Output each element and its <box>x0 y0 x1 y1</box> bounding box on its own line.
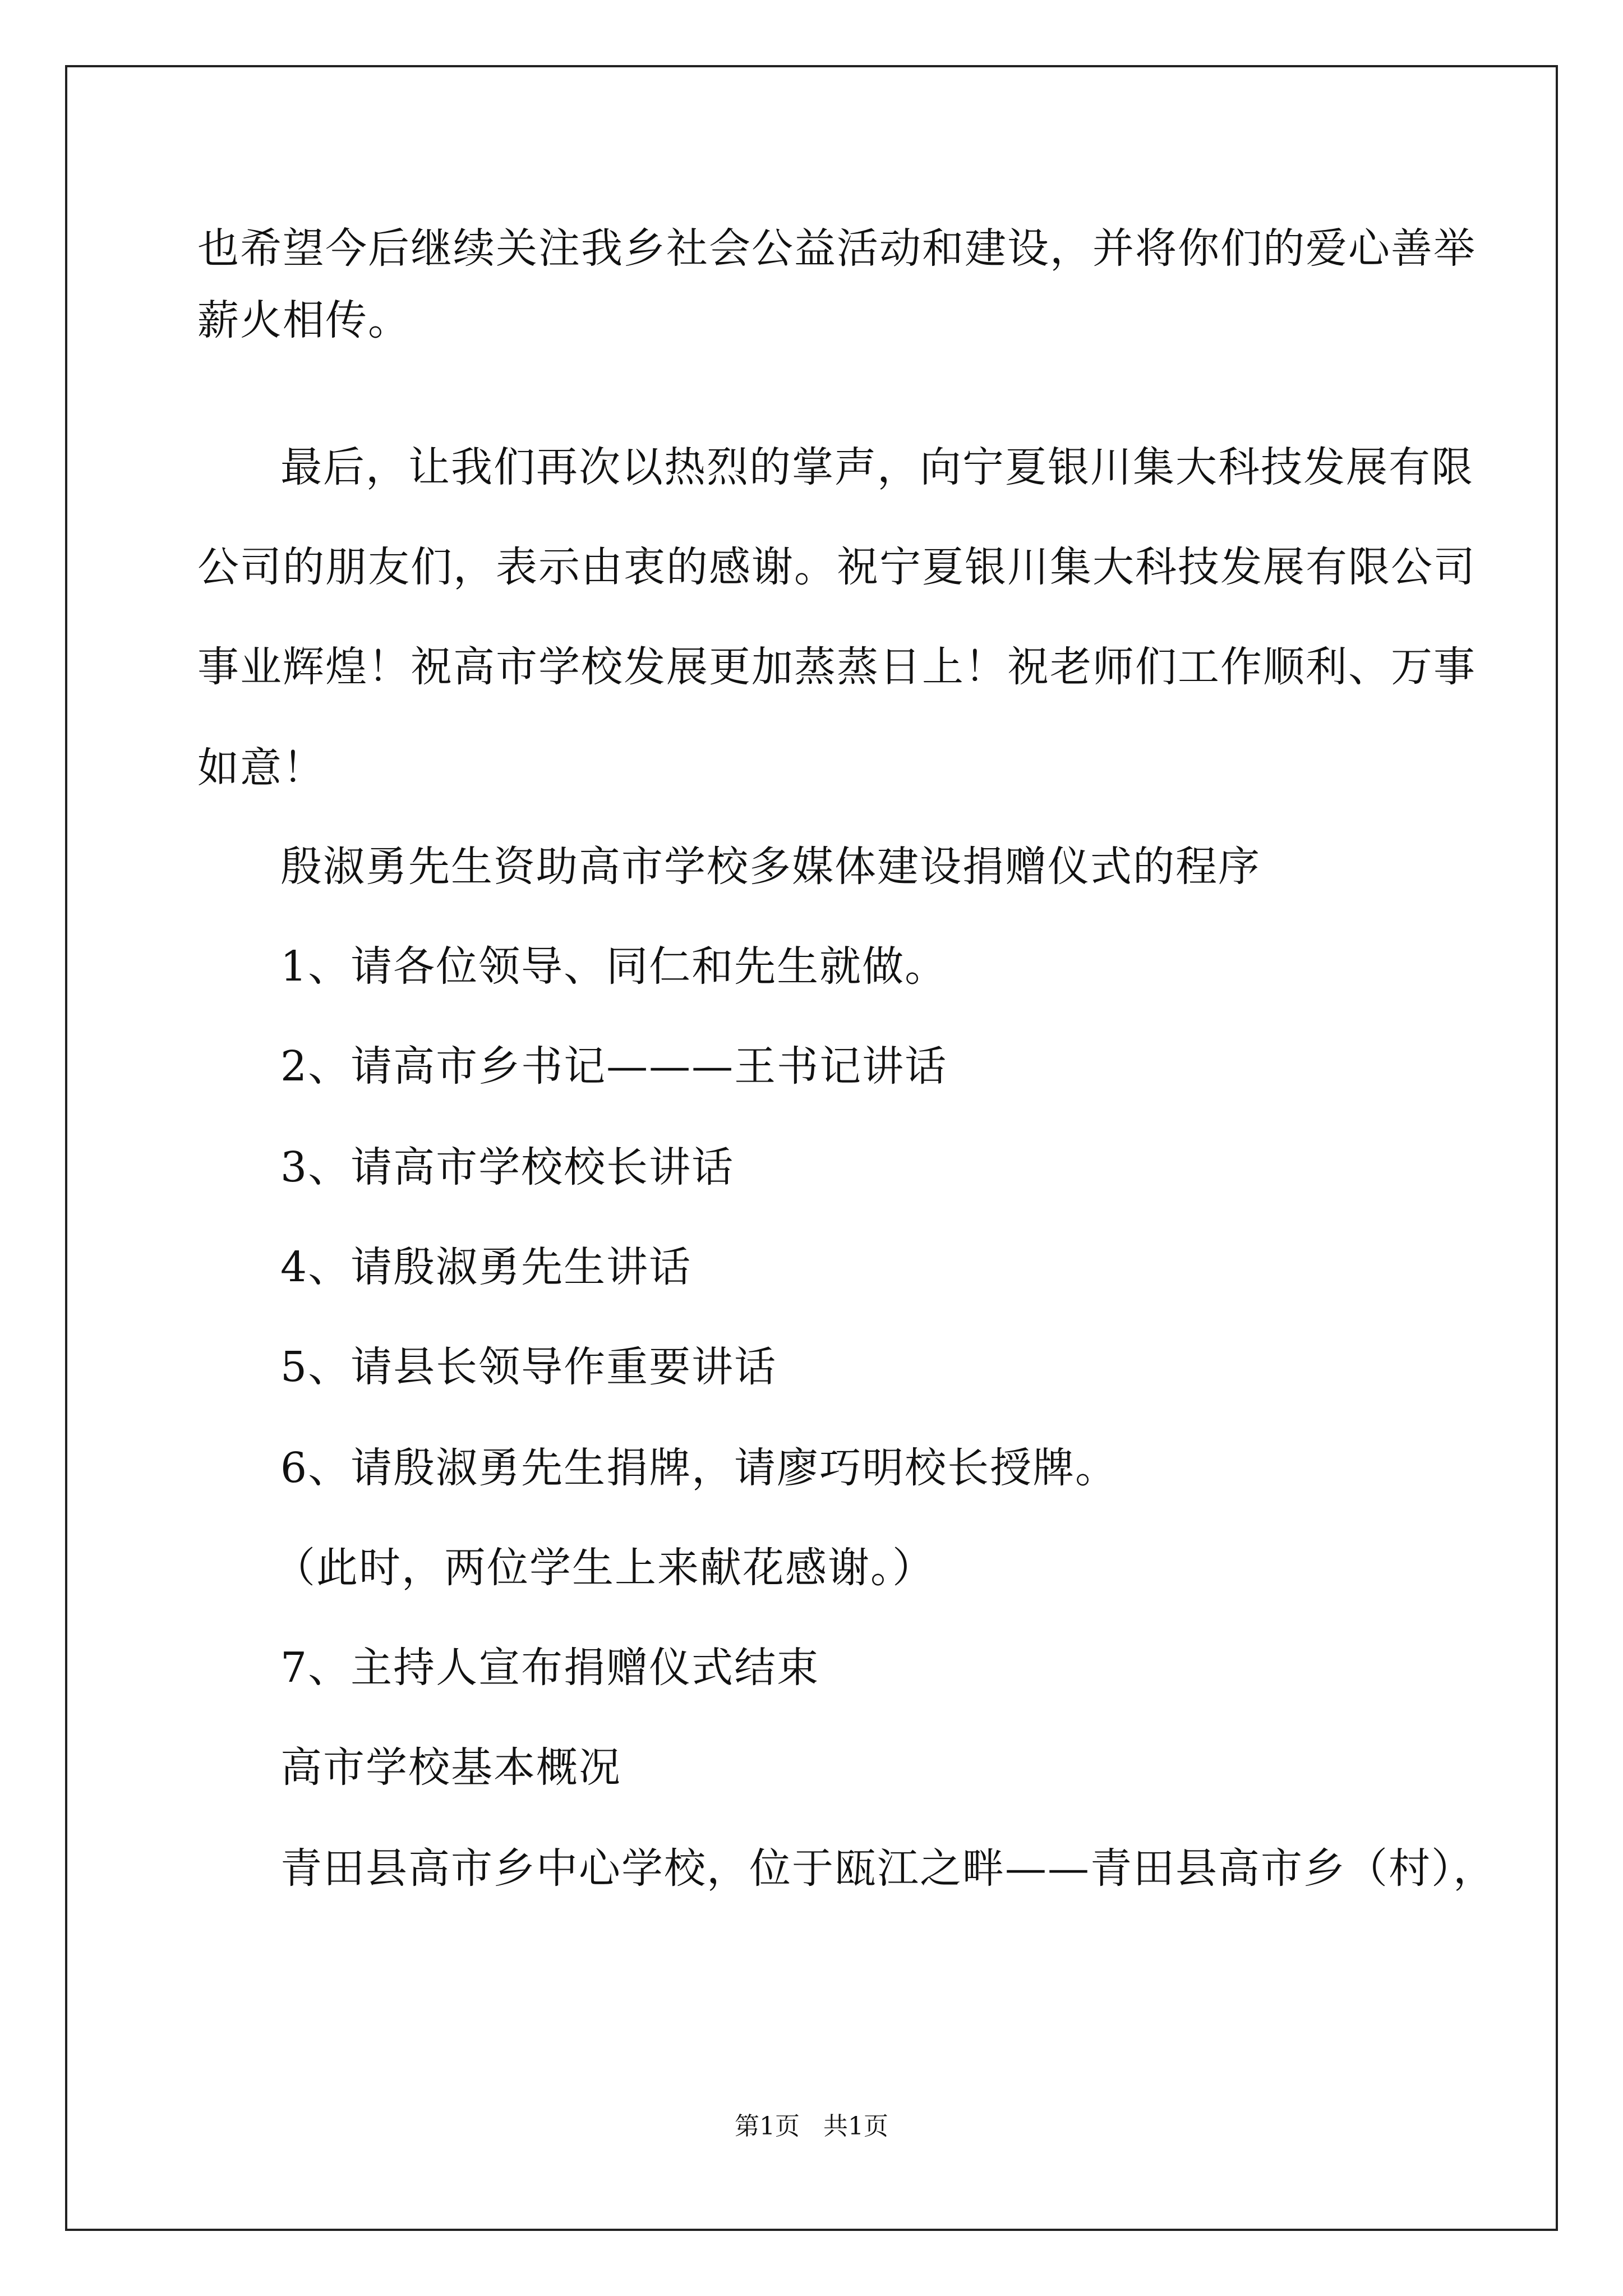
paragraph-line: 也希望今后继续关注我乡社会公益活动和建设，并将你们的爱心善举 <box>197 224 1476 273</box>
program-note: （此时，两位学生上来献花感谢。） <box>274 1544 935 1592</box>
paragraph-line: 薪火相传。 <box>197 296 411 344</box>
program-item: 5、请县长领导作重要讲话 <box>280 1343 777 1391</box>
section-heading: 高市学校基本概况 <box>280 1743 621 1792</box>
paragraph-line: 青田县高市乡中心学校，位于瓯江之畔——青田县高市乡（村）， <box>280 1844 1496 1893</box>
program-item: 3、请高市学校校长讲话 <box>280 1143 735 1191</box>
paragraph-line: 公司的朋友们，表示由衷的感谢。祝宁夏银川集大科技发展有限公司 <box>197 543 1476 591</box>
program-item: 7、主持人宣布捐赠仪式结束 <box>280 1644 820 1692</box>
page-footer: 第1页 共1页 <box>735 2112 888 2141</box>
program-item: 4、请殷淑勇先生讲话 <box>280 1243 692 1291</box>
paragraph-line: 事业辉煌！祝高市学校发展更加蒸蒸日上！祝老师们工作顺利、万事 <box>197 643 1476 691</box>
program-item: 6、请殷淑勇先生捐牌，请廖巧明校长授牌。 <box>280 1444 1118 1492</box>
program-title: 殷淑勇先生资助高市学校多媒体建设捐赠仪式的程序 <box>280 843 1261 891</box>
program-item: 1、请各位领导、同仁和先生就做。 <box>280 942 948 991</box>
program-item: 2、请高市乡书记———王书记讲话 <box>280 1042 948 1091</box>
paragraph-line: 最后，让我们再次以热烈的掌声，向宁夏银川集大科技发展有限 <box>280 443 1474 491</box>
paragraph-line: 如意！ <box>197 744 325 792</box>
